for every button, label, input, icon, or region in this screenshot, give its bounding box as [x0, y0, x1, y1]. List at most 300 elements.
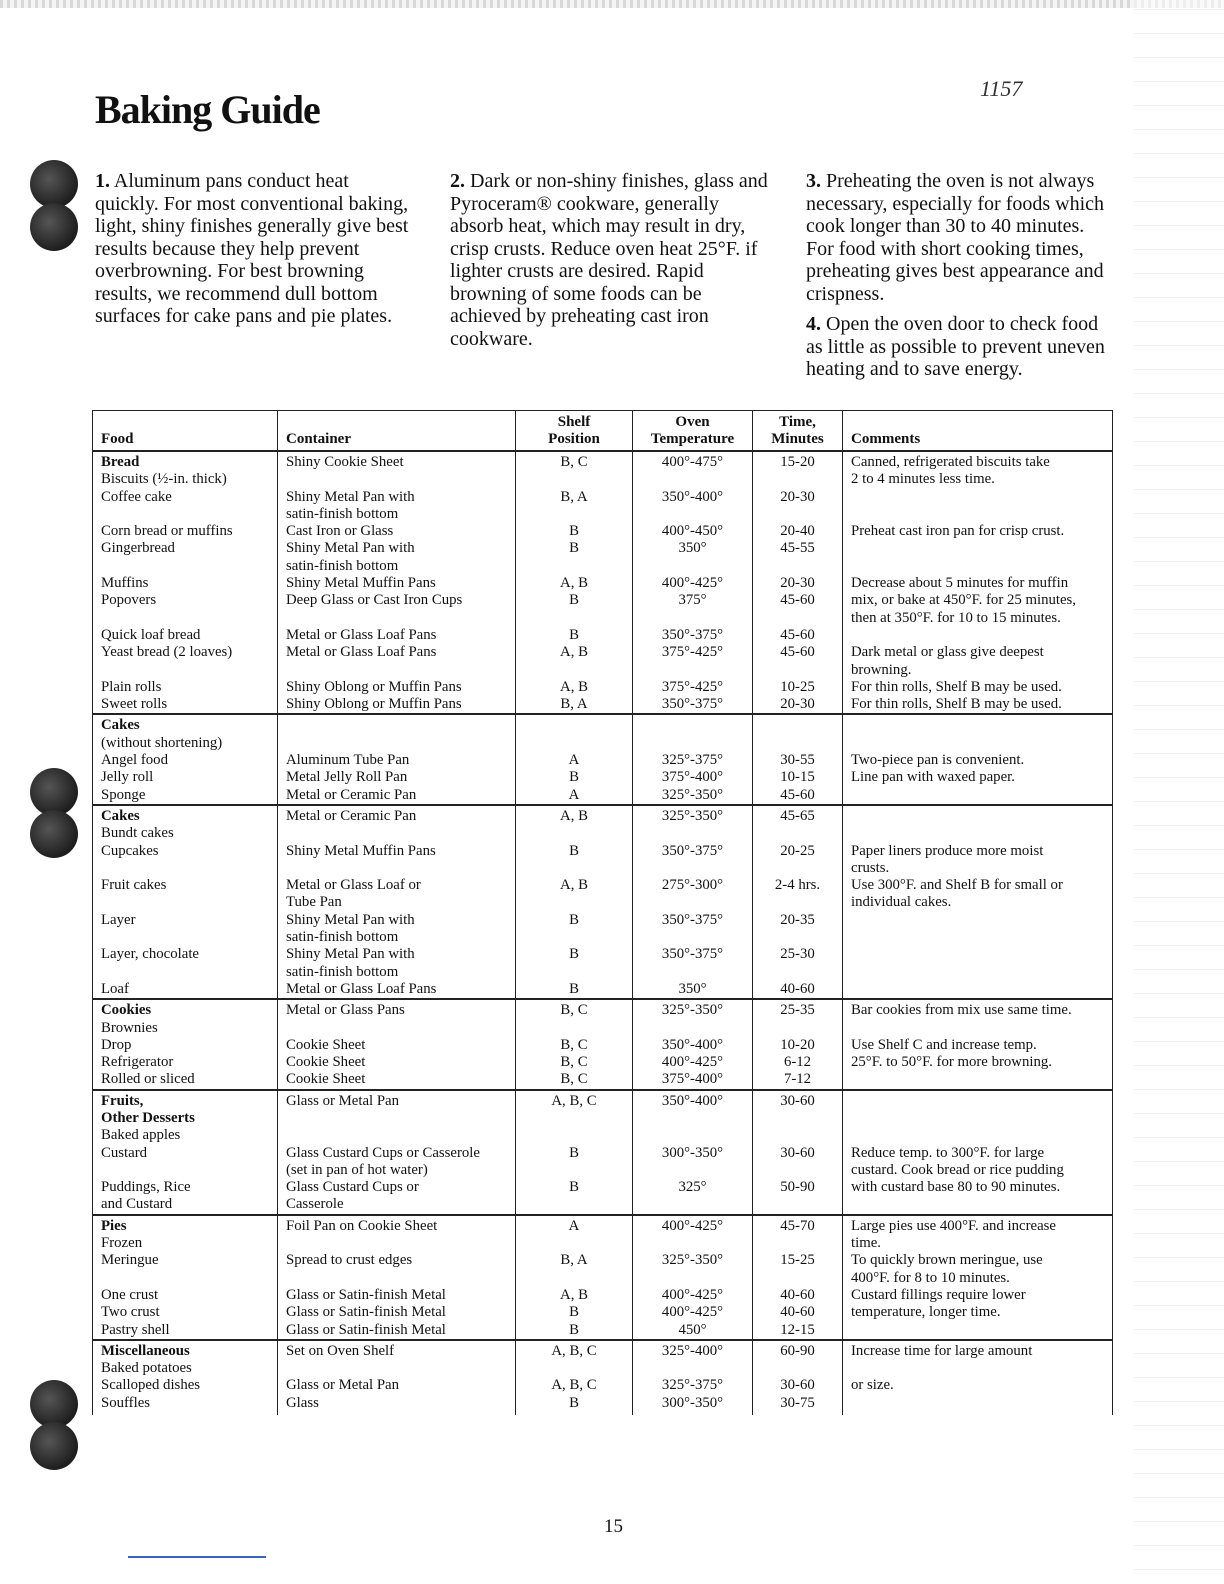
container-cell	[278, 714, 516, 752]
temperature-cell	[633, 627, 753, 644]
cell-line: Shiny Cookie Sheet	[286, 454, 404, 470]
container-cell	[278, 1145, 516, 1180]
cell-line: Glass or Satin-finish Metal	[286, 1286, 446, 1303]
scan-edge-top	[0, 0, 1224, 8]
cell-value: B	[569, 592, 579, 609]
tip-number: 1.	[95, 170, 110, 192]
cell-line: Custard	[101, 1144, 148, 1161]
container-cell	[278, 787, 516, 805]
temperature-cell	[633, 644, 753, 679]
header-shelf-position: Shelf Position	[516, 411, 633, 452]
cell-value: B	[569, 911, 579, 928]
time-cell	[753, 912, 843, 947]
table-row	[93, 1145, 1113, 1180]
cell-value: 275°-300°	[661, 877, 724, 894]
table-row	[93, 1252, 1113, 1287]
cell-line: satin-finish bottom	[286, 963, 399, 980]
cell-value: 30-60	[780, 1144, 815, 1161]
temperature-cell	[633, 1287, 753, 1304]
cell-value: 350°-400°	[661, 1036, 724, 1053]
container-cell	[278, 1071, 516, 1089]
binder-hole-icon	[30, 203, 78, 251]
table-row	[93, 523, 1113, 540]
cell-line: Glass or Metal Pan	[286, 1377, 400, 1394]
temperature-cell	[633, 843, 753, 878]
food-cell	[93, 489, 278, 524]
cell-line: Cupcakes	[101, 842, 159, 859]
cell-line: Bundt cakes	[101, 825, 174, 842]
cell-value: 40-60	[780, 1286, 815, 1303]
shelf-cell	[516, 1322, 633, 1340]
comments-cell	[843, 627, 1113, 644]
food-cell	[93, 1071, 278, 1089]
cell-line: Paper liners produce more moist	[851, 842, 1044, 859]
cell-line: Two-piece pan is convenient.	[851, 752, 1025, 769]
shelf-cell	[516, 1304, 633, 1321]
binder-hole-icon	[30, 160, 78, 208]
cell-value: 375°-425°	[661, 678, 724, 695]
container-cell	[278, 489, 516, 524]
time-cell	[753, 999, 843, 1037]
cell-value: 20-30	[780, 696, 815, 713]
cell-value: 2-4 hrs.	[774, 877, 821, 894]
time-cell	[753, 787, 843, 805]
time-cell	[753, 981, 843, 999]
category-label: Fruits,	[101, 1092, 144, 1109]
cell-value: 45-60	[780, 644, 815, 661]
scan-edge-right	[1134, 0, 1224, 1584]
container-cell	[278, 696, 516, 714]
cell-value: B	[569, 626, 579, 643]
cell-value: B	[569, 540, 579, 557]
container-cell	[278, 1304, 516, 1321]
category-label: Miscellaneous	[101, 1342, 190, 1359]
cell-line: Metal or Ceramic Pan	[286, 807, 417, 824]
food-cell	[93, 592, 278, 627]
temperature-cell	[633, 1071, 753, 1089]
category-label: Cookies	[101, 1002, 152, 1019]
cell-value: B	[569, 1321, 579, 1338]
tip-column-2	[450, 170, 770, 358]
cell-line: crusts.	[851, 859, 890, 876]
shelf-cell	[516, 769, 633, 786]
temperature-cell	[633, 752, 753, 769]
food-cell	[93, 1287, 278, 1304]
cell-line: temperature, longer time.	[851, 1304, 1001, 1321]
cell-line: Refrigerator	[101, 1054, 174, 1071]
cell-value: 350°-375°	[661, 626, 724, 643]
table-row	[93, 843, 1113, 878]
cell-line: Custard fillings require lower	[851, 1286, 1026, 1303]
comments-cell	[843, 1037, 1113, 1054]
cell-value: 10-25	[780, 678, 815, 695]
cell-line: Baked potatoes	[101, 1360, 192, 1377]
cell-line: browning.	[851, 661, 912, 678]
container-cell	[278, 451, 516, 489]
footer-rule	[128, 1556, 266, 1558]
cell-line: Shiny Oblong or Muffin Pans	[286, 678, 462, 695]
temperature-cell	[633, 1090, 753, 1145]
comments-cell	[843, 1215, 1113, 1253]
cell-value: B	[569, 523, 579, 540]
shelf-cell	[516, 1377, 633, 1394]
handwritten-note: 1157	[980, 76, 1023, 101]
comments-cell	[843, 679, 1113, 696]
cell-line: 2 to 4 minutes less time.	[851, 471, 995, 488]
food-cell	[93, 1252, 278, 1287]
cell-line: 400°F. for 8 to 10 minutes.	[851, 1269, 1010, 1286]
cell-value: B	[569, 1144, 579, 1161]
cell-line: Set on Oven Shelf	[286, 1342, 395, 1359]
comments-cell	[843, 696, 1113, 714]
time-cell	[753, 540, 843, 575]
cell-line: Canned, refrigerated biscuits take	[851, 454, 1050, 470]
table-row	[93, 981, 1113, 999]
comments-cell	[843, 1145, 1113, 1180]
shelf-cell	[516, 714, 633, 752]
comments-cell	[843, 752, 1113, 769]
comments-cell	[843, 1071, 1113, 1089]
cell-line: Shiny Oblong or Muffin Pans	[286, 696, 462, 713]
shelf-cell	[516, 1179, 633, 1215]
cell-value: 10-15	[780, 769, 815, 786]
cell-value: 45-70	[780, 1217, 815, 1234]
temperature-cell	[633, 981, 753, 999]
comments-cell	[843, 805, 1113, 843]
cell-value: 20-40	[780, 523, 815, 540]
comments-cell	[843, 877, 1113, 912]
comments-cell	[843, 540, 1113, 575]
temperature-cell	[633, 1054, 753, 1071]
page-title: Baking Guide	[95, 87, 320, 132]
table-row	[93, 1215, 1113, 1253]
cell-value: 6-12	[783, 1054, 812, 1071]
cell-value: 400°-425°	[661, 1304, 724, 1321]
cell-line: Rolled or sliced	[101, 1071, 195, 1088]
table-row	[93, 679, 1113, 696]
container-cell	[278, 1215, 516, 1253]
table-row	[93, 627, 1113, 644]
comments-cell	[843, 912, 1113, 947]
temperature-cell	[633, 523, 753, 540]
table-row	[93, 946, 1113, 981]
cell-line: Puddings, Rice	[101, 1179, 191, 1196]
cell-value: 350°-400°	[661, 488, 724, 505]
food-cell	[93, 644, 278, 679]
table-row	[93, 912, 1113, 947]
cell-line: Souffles	[101, 1394, 151, 1411]
cell-line: Metal or Glass Pans	[286, 1002, 405, 1019]
cell-value: 25-35	[780, 1002, 815, 1019]
shelf-cell	[516, 1071, 633, 1089]
cell-value: A, B	[560, 575, 588, 592]
comments-cell	[843, 1322, 1113, 1340]
tip-text: Open the oven door to check food as little as possible to prevent uneven heating and to save energy.	[806, 313, 1105, 380]
comments-cell	[843, 592, 1113, 627]
comments-cell	[843, 843, 1113, 878]
cell-value: B	[569, 1179, 579, 1196]
food-cell	[93, 679, 278, 696]
cell-value: 350°-375°	[661, 696, 724, 713]
cell-line: Pastry shell	[101, 1321, 170, 1338]
container-cell	[278, 912, 516, 947]
cell-line: Cookie Sheet	[286, 1054, 366, 1071]
container-cell	[278, 592, 516, 627]
table-row	[93, 1340, 1113, 1378]
table-row	[93, 752, 1113, 769]
shelf-cell	[516, 805, 633, 843]
table-row	[93, 696, 1113, 714]
tip-text: Preheating the oven is not always necessary, especially for foods which cook longer than 30 to 40 minutes. For food with short cooking times, preheating gives best appearance and crispness.	[806, 170, 1105, 305]
temperature-cell	[633, 769, 753, 786]
cell-line: Use 300°F. and Shelf B for small or	[851, 877, 1063, 894]
cell-value: 45-60	[780, 786, 815, 803]
shelf-cell	[516, 1287, 633, 1304]
cell-value: 15-20	[780, 454, 815, 470]
container-cell	[278, 1037, 516, 1054]
cell-value: A	[568, 752, 580, 769]
time-cell	[753, 489, 843, 524]
tip-column-3	[806, 170, 1114, 389]
cell-value: B	[569, 980, 579, 997]
time-cell	[753, 627, 843, 644]
comments-cell	[843, 714, 1113, 752]
time-cell	[753, 1037, 843, 1054]
tip-column-1	[95, 170, 415, 336]
cell-value: A, B	[560, 678, 588, 695]
comments-cell	[843, 644, 1113, 679]
cell-line: For thin rolls, Shelf B may be used.	[851, 678, 1062, 695]
cell-value: 10-20	[780, 1036, 815, 1053]
cell-line: Fruit cakes	[101, 877, 167, 894]
comments-cell	[843, 489, 1113, 524]
cell-value: B, A	[560, 488, 588, 505]
comments-cell	[843, 1377, 1113, 1394]
page-number: 15	[604, 1516, 623, 1537]
table-row	[93, 877, 1113, 912]
header-food: Food	[93, 411, 278, 452]
shelf-cell	[516, 1037, 633, 1054]
cell-line: satin-finish bottom	[286, 557, 399, 574]
time-cell	[753, 592, 843, 627]
time-cell	[753, 752, 843, 769]
container-cell	[278, 1395, 516, 1415]
cell-line: Corn bread or muffins	[101, 523, 233, 540]
container-cell	[278, 1340, 516, 1378]
table-row	[93, 805, 1113, 843]
cell-value: B, C	[560, 1054, 588, 1071]
binder-hole-icon	[30, 768, 78, 816]
container-cell	[278, 877, 516, 912]
cell-line: then at 350°F. for 10 to 15 minutes.	[851, 609, 1061, 626]
cell-line: Frozen	[101, 1235, 143, 1252]
table-row	[93, 1071, 1113, 1089]
header-comments: Comments	[843, 411, 1113, 452]
container-cell	[278, 1054, 516, 1071]
temperature-cell	[633, 679, 753, 696]
shelf-cell	[516, 1395, 633, 1415]
comments-cell	[843, 523, 1113, 540]
shelf-cell	[516, 627, 633, 644]
food-cell	[93, 523, 278, 540]
shelf-cell	[516, 523, 633, 540]
cell-value: 400°-475°	[661, 454, 724, 470]
food-cell	[93, 843, 278, 878]
food-cell	[93, 1377, 278, 1394]
food-cell	[93, 575, 278, 592]
time-cell	[753, 451, 843, 489]
comments-cell	[843, 981, 1113, 999]
cell-value: 325°-350°	[661, 807, 724, 824]
time-cell	[753, 1304, 843, 1321]
temperature-cell	[633, 999, 753, 1037]
cell-line: Quick loaf bread	[101, 626, 201, 643]
cell-line: Drop	[101, 1036, 132, 1053]
cell-value: 325°-400°	[661, 1342, 724, 1359]
time-cell	[753, 1179, 843, 1215]
table-row	[93, 1179, 1113, 1215]
container-cell	[278, 679, 516, 696]
cell-line: Metal Jelly Roll Pan	[286, 769, 408, 786]
shelf-cell	[516, 540, 633, 575]
cell-value: 350°-375°	[661, 946, 724, 963]
cell-line: Casserole	[286, 1196, 344, 1213]
table-row	[93, 1090, 1113, 1145]
cell-line: Tube Pan	[286, 894, 342, 911]
cell-line: Shiny Metal Pan with	[286, 540, 415, 557]
cell-value: 45-55	[780, 540, 815, 557]
tip-text: Dark or non-shiny finishes, glass and Pyroceram® cookware, generally absorb heat, which may result in dry, crisp crusts. Reduce oven heat 25°F. if lighter crusts are desired. Rapid browning of some foods can be achieved by preheating cast iron cookware.	[450, 170, 768, 350]
cell-line: Aluminum Tube Pan	[286, 752, 410, 769]
cell-value: 375°-400°	[661, 769, 724, 786]
time-cell	[753, 1252, 843, 1287]
cell-line: Metal or Glass Loaf Pans	[286, 644, 437, 661]
cell-line: individual cakes.	[851, 894, 952, 911]
tip-number: 3.	[806, 170, 821, 192]
time-cell	[753, 1395, 843, 1415]
comments-cell	[843, 1054, 1113, 1071]
cell-line: Gingerbread	[101, 540, 175, 557]
cell-value: A, B, C	[551, 1092, 597, 1109]
comments-cell	[843, 1090, 1113, 1145]
cell-value: A, B, C	[551, 1342, 597, 1359]
time-cell	[753, 1215, 843, 1253]
cell-line: Cast Iron or Glass	[286, 523, 394, 540]
time-cell	[753, 1377, 843, 1394]
shelf-cell	[516, 946, 633, 981]
shelf-cell	[516, 1145, 633, 1180]
temperature-cell	[633, 489, 753, 524]
food-cell	[93, 752, 278, 769]
binder-hole-icon	[30, 810, 78, 858]
cell-value: 30-60	[780, 1377, 815, 1394]
cell-value: 375°-400°	[661, 1071, 724, 1088]
container-cell	[278, 523, 516, 540]
baking-guide-table	[92, 410, 1113, 1415]
temperature-cell	[633, 912, 753, 947]
cell-line: Glass Custard Cups or	[286, 1179, 419, 1196]
cell-value: 300°-350°	[661, 1144, 724, 1161]
container-cell	[278, 805, 516, 843]
tip-number: 4.	[806, 313, 821, 335]
cell-value: 450°	[678, 1321, 707, 1338]
temperature-cell	[633, 714, 753, 752]
cell-value: 350°-375°	[661, 842, 724, 859]
cell-line: Cookie Sheet	[286, 1036, 366, 1053]
container-cell	[278, 540, 516, 575]
category-label: Other Desserts	[101, 1109, 195, 1126]
table-row	[93, 1322, 1113, 1340]
cell-line: Metal or Ceramic Pan	[286, 786, 417, 803]
time-cell	[753, 1090, 843, 1145]
container-cell	[278, 1252, 516, 1287]
cell-value: A, B	[560, 807, 588, 824]
comments-cell	[843, 451, 1113, 489]
temperature-cell	[633, 787, 753, 805]
cell-line: Reduce temp. to 300°F. for large	[851, 1144, 1045, 1161]
container-cell	[278, 627, 516, 644]
container-cell	[278, 752, 516, 769]
shelf-cell	[516, 489, 633, 524]
time-cell	[753, 696, 843, 714]
shelf-cell	[516, 752, 633, 769]
cell-value: A, B	[560, 877, 588, 894]
food-cell	[93, 946, 278, 981]
cell-value: B	[569, 769, 579, 786]
cell-value: B, A	[560, 1252, 588, 1269]
cell-value: 325°-350°	[661, 1002, 724, 1019]
cell-value: 400°-425°	[661, 1054, 724, 1071]
cell-value: 25-30	[780, 946, 815, 963]
header-oven-temperature: Oven Temperature	[633, 411, 753, 452]
table-row	[93, 769, 1113, 786]
container-cell	[278, 843, 516, 878]
shelf-cell	[516, 679, 633, 696]
table-row	[93, 1037, 1113, 1054]
cell-line: Increase time for large amount	[851, 1342, 1033, 1359]
cell-line: Decrease about 5 minutes for muffin	[851, 575, 1069, 592]
time-cell	[753, 1287, 843, 1304]
container-cell	[278, 999, 516, 1037]
comments-cell	[843, 1395, 1113, 1415]
cell-value: B, C	[560, 454, 588, 470]
cell-line: For thin rolls, Shelf B may be used.	[851, 696, 1062, 713]
comments-cell	[843, 946, 1113, 981]
cell-value: 45-65	[780, 807, 815, 824]
shelf-cell	[516, 451, 633, 489]
cell-line: Shiny Metal Muffin Pans	[286, 575, 436, 592]
cell-line: (set in pan of hot water)	[286, 1161, 428, 1178]
shelf-cell	[516, 981, 633, 999]
cell-line: Two crust	[101, 1304, 160, 1321]
tip-1	[95, 170, 415, 328]
temperature-cell	[633, 877, 753, 912]
food-cell	[93, 1179, 278, 1215]
cell-value: 325°-350°	[661, 786, 724, 803]
cell-value: 350°-400°	[661, 1092, 724, 1109]
cell-value: 20-25	[780, 842, 815, 859]
cell-line: Glass	[286, 1394, 319, 1411]
category-label: Bread	[101, 454, 140, 470]
category-label: Pies	[101, 1217, 127, 1234]
cell-value: 325°-350°	[661, 1252, 724, 1269]
cell-value: 12-15	[780, 1321, 815, 1338]
food-cell	[93, 540, 278, 575]
cell-line: Shiny Metal Pan with	[286, 911, 415, 928]
cell-line: Popovers	[101, 592, 157, 609]
comments-cell	[843, 575, 1113, 592]
cell-value: B, C	[560, 1002, 588, 1019]
